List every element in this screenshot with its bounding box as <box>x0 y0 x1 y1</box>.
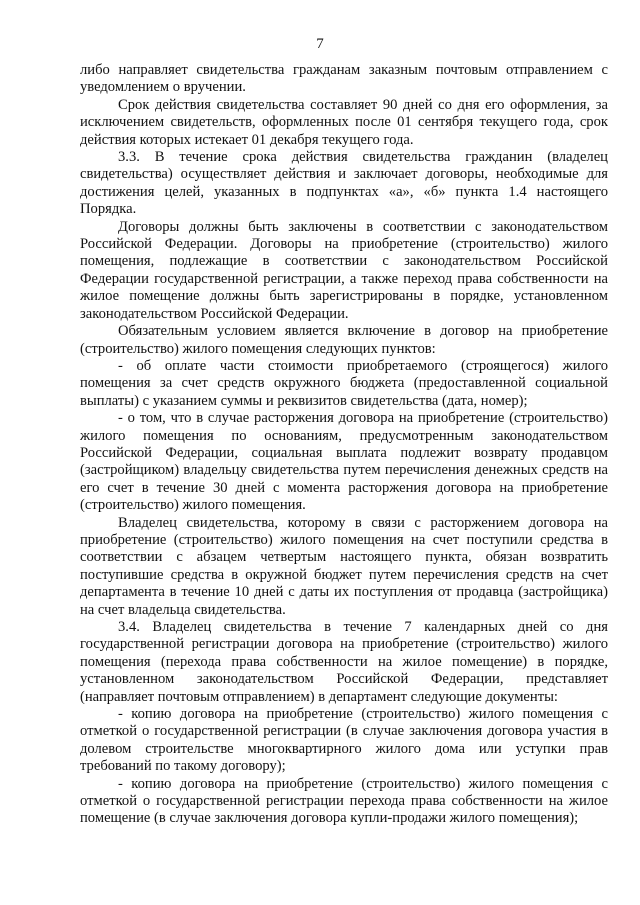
paragraph-refund: Владелец свидетельства, которому в связи с расторжением договора на приобретение (строительство) жилого помещения на счет поступили средства в соответствии с абзацем четвертым настоящего пункта, обязан возвратить поступившие средства в окружной бюджет путем перечисления средств на счет департамента в течение 10 дней с даты их поступления от продавца (застройщика) на счет владельца свидетельства. <box>80 514 608 618</box>
page-number: 7 <box>316 36 324 52</box>
list-item-payment: - об оплате части стоимости приобретаемого (строящегося) жилого помещения за счет средств окружного бюджета (предоставленной социальной выплаты) с указанием суммы и реквизитов свидетельства (дата, номер); <box>80 357 608 409</box>
paragraph-validity-period: Срок действия свидетельства составляет 90 дней со дня его оформления, за исключением свидетельств, оформленных после 01 сентября текущего года, срок действия которых истекает 01 декабря текущего года. <box>80 96 608 148</box>
list-item-contract-copy-ownership: - копию договора на приобретение (строительство) жилого помещения с отметкой о государственной регистрации перехода права собственности на жилое помещение (в случае заключения договора купли-продажи жилого помещения); <box>80 775 608 827</box>
paragraph-3-3: 3.3. В течение срока действия свидетельства гражданин (владелец свидетельства) осуществляет действия и заключает договоры, необходимые для достижения целей, указанных в подпунктах «а», «б» пункта 1.4 настоящего Порядка. <box>80 149 608 218</box>
paragraph-3-4: 3.4. Владелец свидетельства в течение 7 календарных дней со дня государственной регистрации договора на приобретение (строительство) жилого помещения (перехода права собственности на жилое помещение) в порядке, установленном законодательством Российской Федерации, представляет (направляет почтовым отправлением) в департамент следующие документы: <box>80 619 608 705</box>
paragraph-contracts: Договоры должны быть заключены в соответствии с законодательством Российской Федерации. Договоры на приобретение (строительство) жилого помещения, подлежащие в соответствии с законодательством Российской Федерации государственной регистрации, а также переход права собственности на жилое помещение должны быть зарегистрированы в порядке, установленном законодательством Российской Федерации. <box>80 218 608 322</box>
list-item-contract-copy-registration: - копию договора на приобретение (строительство) жилого помещения с отметкой о государственной регистрации (в случае заключения договора участия в долевом строительстве многоквартирного жилого дома или уступки прав требований по такому договору); <box>80 706 608 775</box>
paragraph-mandatory-condition: Обязательным условием является включение в договор на приобретение (строительство) жилого помещения следующих пунктов: <box>80 323 608 357</box>
document-body <box>80 62 608 828</box>
paragraph-continuation: либо направляет свидетельства гражданам заказным почтовым отправлением с уведомлением о вручении. <box>80 62 608 96</box>
list-item-termination: - о том, что в случае расторжения договора на приобретение (строительство) жилого помещения по основаниям, предусмотренным законодательством Российской Федерации, социальная выплата подлежит возврату продавцом (застройщиком) владельцу свидетельства путем перечисления денежных средств на его счет в течение 30 дней с момента расторжения договора на приобретение (строительство) жилого помещения. <box>80 410 608 514</box>
